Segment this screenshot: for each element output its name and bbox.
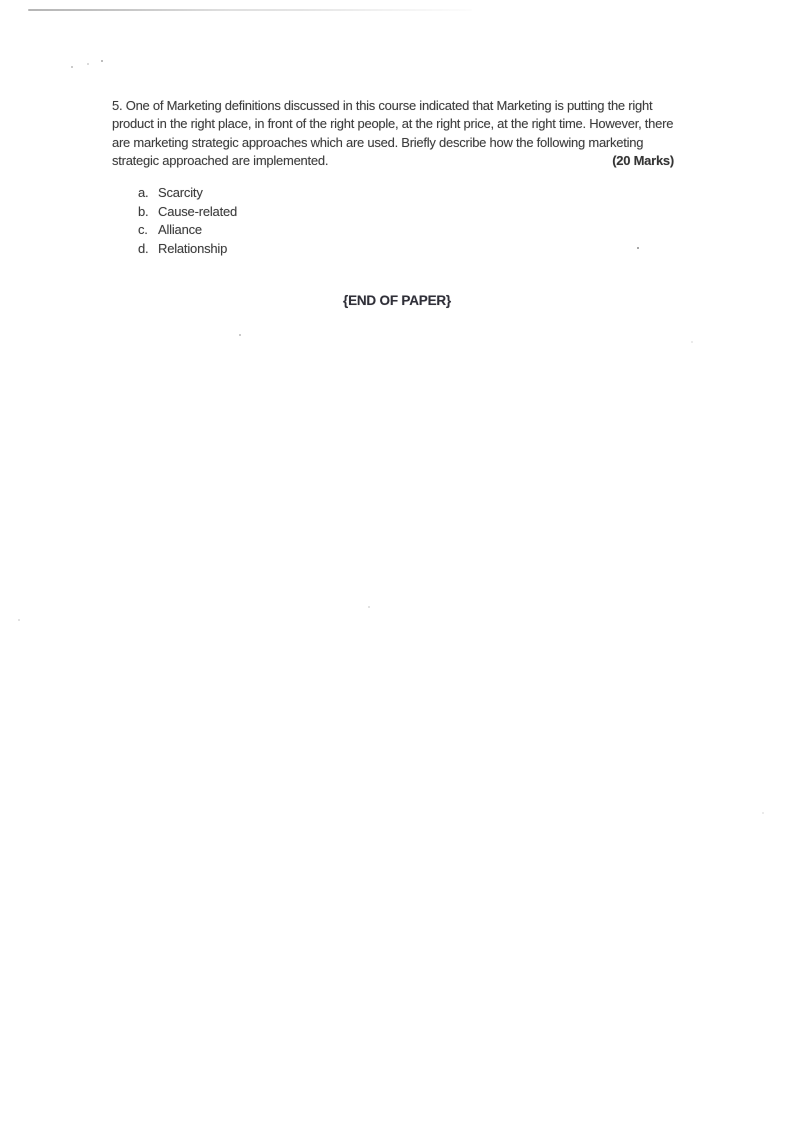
question-paragraph: 5. One of Marketing definitions discussed in this course indicated that Marketing is putting the right product in the right place, in front of the right people, at the right price, at the right time. However, there are marketing strategic approaches which are used. Briefly describe how the following marketing strategic approached are implemented. xyxy=(112,98,674,169)
question-options-list xyxy=(138,184,237,258)
list-item-label: c. xyxy=(138,222,148,237)
marks-label: (20 Marks) xyxy=(612,153,674,169)
list-item xyxy=(138,240,237,259)
list-item-label: a. xyxy=(138,185,149,200)
scan-speck xyxy=(762,812,764,814)
scan-artifact-line xyxy=(28,9,472,11)
list-item xyxy=(138,184,237,203)
scan-speck xyxy=(101,60,103,62)
scan-speck xyxy=(71,66,73,68)
list-item-text: Cause-related xyxy=(158,203,238,219)
list-item-text: Relationship xyxy=(158,240,228,256)
scan-speck xyxy=(87,63,89,65)
list-item-text: Alliance xyxy=(158,222,202,237)
list-item-label: d. xyxy=(138,240,149,256)
end-of-paper-label: {END OF PAPER} xyxy=(343,293,451,308)
scan-speck xyxy=(691,341,693,343)
question-block xyxy=(112,97,690,171)
list-item xyxy=(138,221,237,240)
scan-speck xyxy=(239,334,241,336)
scan-speck xyxy=(18,619,20,621)
list-item xyxy=(138,203,237,222)
scan-speck xyxy=(368,606,370,608)
list-item-text: Scarcity xyxy=(158,185,203,200)
list-item-label: b. xyxy=(138,203,149,219)
scan-speck xyxy=(637,247,639,249)
